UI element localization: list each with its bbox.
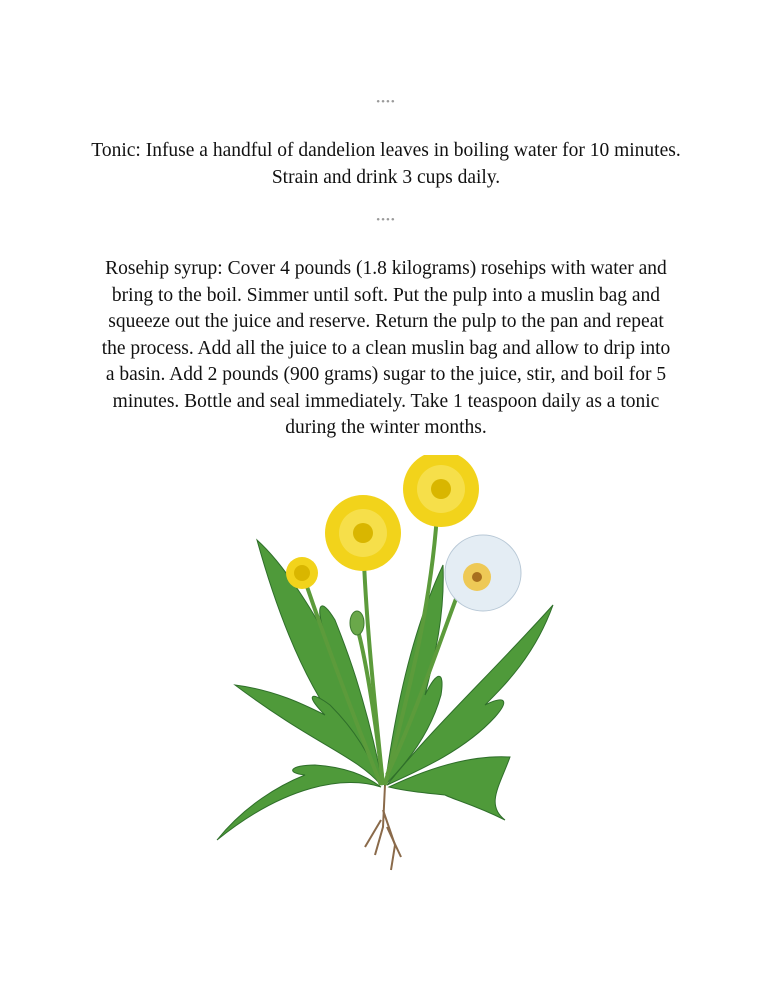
section-separator: ••••	[376, 214, 396, 226]
section-separator: ••••	[376, 96, 396, 108]
dandelion-plant-illustration	[205, 455, 565, 895]
dandelion-seedhead-icon	[445, 535, 521, 611]
bud-icon	[350, 611, 364, 635]
dandelion-flower-icon	[403, 455, 479, 527]
dandelion-flower-icon	[286, 557, 318, 589]
rosehip-syrup-paragraph: Rosehip syrup: Cover 4 pounds (1.8 kilograms) rosehips with water and bring to the boil. Simmer until soft. Put the pulp into a muslin bag and squeeze out the juice and reserve. Return the pulp to the pan and repeat the process. Add all the juice to a clean muslin bag and allow to drip into a basin. Add 2 pounds (900 grams) sugar to the juice, stir, and boil for 5 minutes. Bottle and seal immediately. Take 1 teaspoon daily as a tonic during the winter months.	[101, 258, 671, 438]
dandelion-flower-icon	[325, 495, 401, 571]
tonic-paragraph: Tonic: Infuse a handful of dandelion leaves in boiling water for 10 minutes. Strain and drink 3 cups daily.	[91, 140, 681, 188]
root-icon	[365, 785, 401, 870]
